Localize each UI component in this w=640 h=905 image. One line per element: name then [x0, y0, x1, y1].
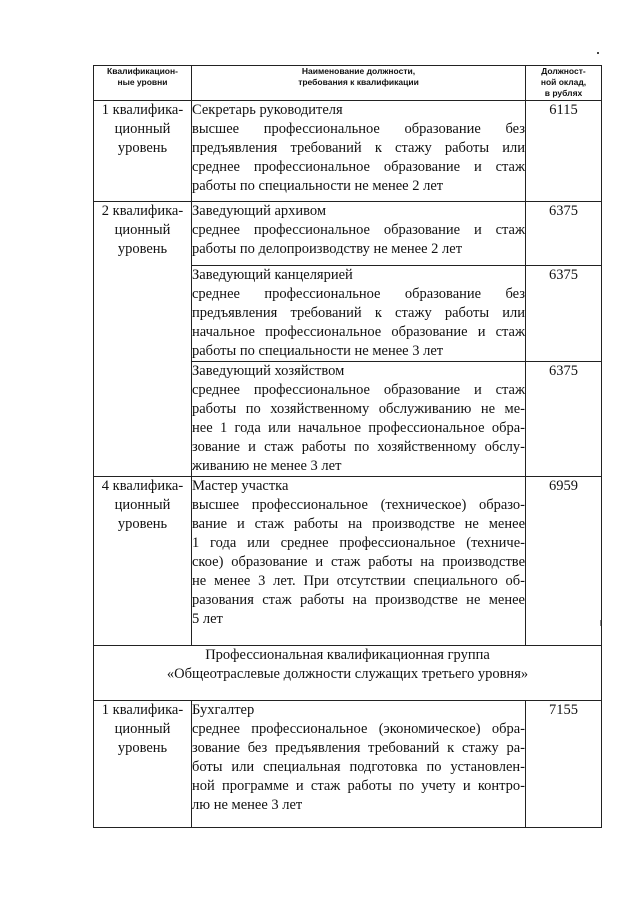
- qualification-level: 1 квалифика- ционный уровень: [94, 101, 192, 202]
- table-row: [94, 202, 602, 266]
- professional-group-title: Профессиональная квалификационная группа «Общеотраслевые должности служащих третьего уровня»: [94, 646, 602, 701]
- header-qualification-levels: Квалификацион- ные уровни: [94, 66, 192, 101]
- table-row: [94, 101, 602, 202]
- salary-value: 6115: [526, 101, 602, 202]
- salary-value: 6375: [526, 266, 602, 362]
- salary-value: 6375: [526, 202, 602, 266]
- position-title: Заведующий архивом: [192, 203, 327, 219]
- position-description: Мастер участка высшее профессиональное (техническое) образо- вание и стаж работы на производстве не менее 1 года или среднее профессиональное (техниче- ское) образование и стаж работы на производстве не менее 3 лет. При отсутствии специального об- разования стаж работы на производстве не менее 5 лет: [192, 477, 526, 646]
- position-title: Заведующий канцелярией: [192, 267, 353, 283]
- header-salary: Должност- ной оклад, в рублях: [526, 66, 602, 101]
- salary-value: 7155: [526, 701, 602, 828]
- position-title: Заведующий хозяйством: [192, 363, 345, 379]
- group-header-row: [94, 646, 602, 701]
- qualification-level: 2 квалифика- ционный уровень: [94, 202, 192, 477]
- header-position-requirements: Наименование должности, требования к квалификации: [192, 66, 526, 101]
- position-title: Бухгалтер: [192, 702, 255, 718]
- position-description: Заведующий канцелярией среднее профессиональное образование без предъявления требований к стажу работы или начальное профессиональное образование и стаж работы по специальности не менее 3 лет: [192, 266, 526, 362]
- position-description: Секретарь руководителя высшее профессиональное образование без предъявления требований к стажу работы или среднее профессиональное образование и стаж работы по специальности не менее 2 лет: [192, 101, 526, 202]
- salary-value: 6959: [526, 477, 602, 646]
- table-header-row: [94, 66, 602, 101]
- position-description: Заведующий хозяйством среднее профессиональное образование и стаж работы по хозяйственному обслуживанию не ме- нее 1 года или начальное профессиональное обра- зование и стаж работы по хозяйственному обслу- живанию не менее 3 лет: [192, 362, 526, 477]
- qualification-level: 1 квалифика- ционный уровень: [94, 701, 192, 828]
- position-description: Бухгалтер среднее профессиональное (экономическое) обра- зование без предъявления требований к стажу ра- боты или специальная подготовка по установлен- ной программе и стаж работы по учету и контро- лю не менее 3 лет: [192, 701, 526, 828]
- table-row: [94, 477, 602, 646]
- qualification-table: [93, 65, 602, 828]
- qualification-level: 4 квалифика- ционный уровень: [94, 477, 192, 646]
- position-title: Мастер участка: [192, 478, 289, 494]
- position-description: Заведующий архивом среднее профессиональное образование и стаж работы по делопроизводству не менее 2 лет: [192, 202, 526, 266]
- salary-value: 6375: [526, 362, 602, 477]
- position-title: Секретарь руководителя: [192, 102, 343, 118]
- table-row: [94, 701, 602, 828]
- scan-speck: [597, 52, 599, 54]
